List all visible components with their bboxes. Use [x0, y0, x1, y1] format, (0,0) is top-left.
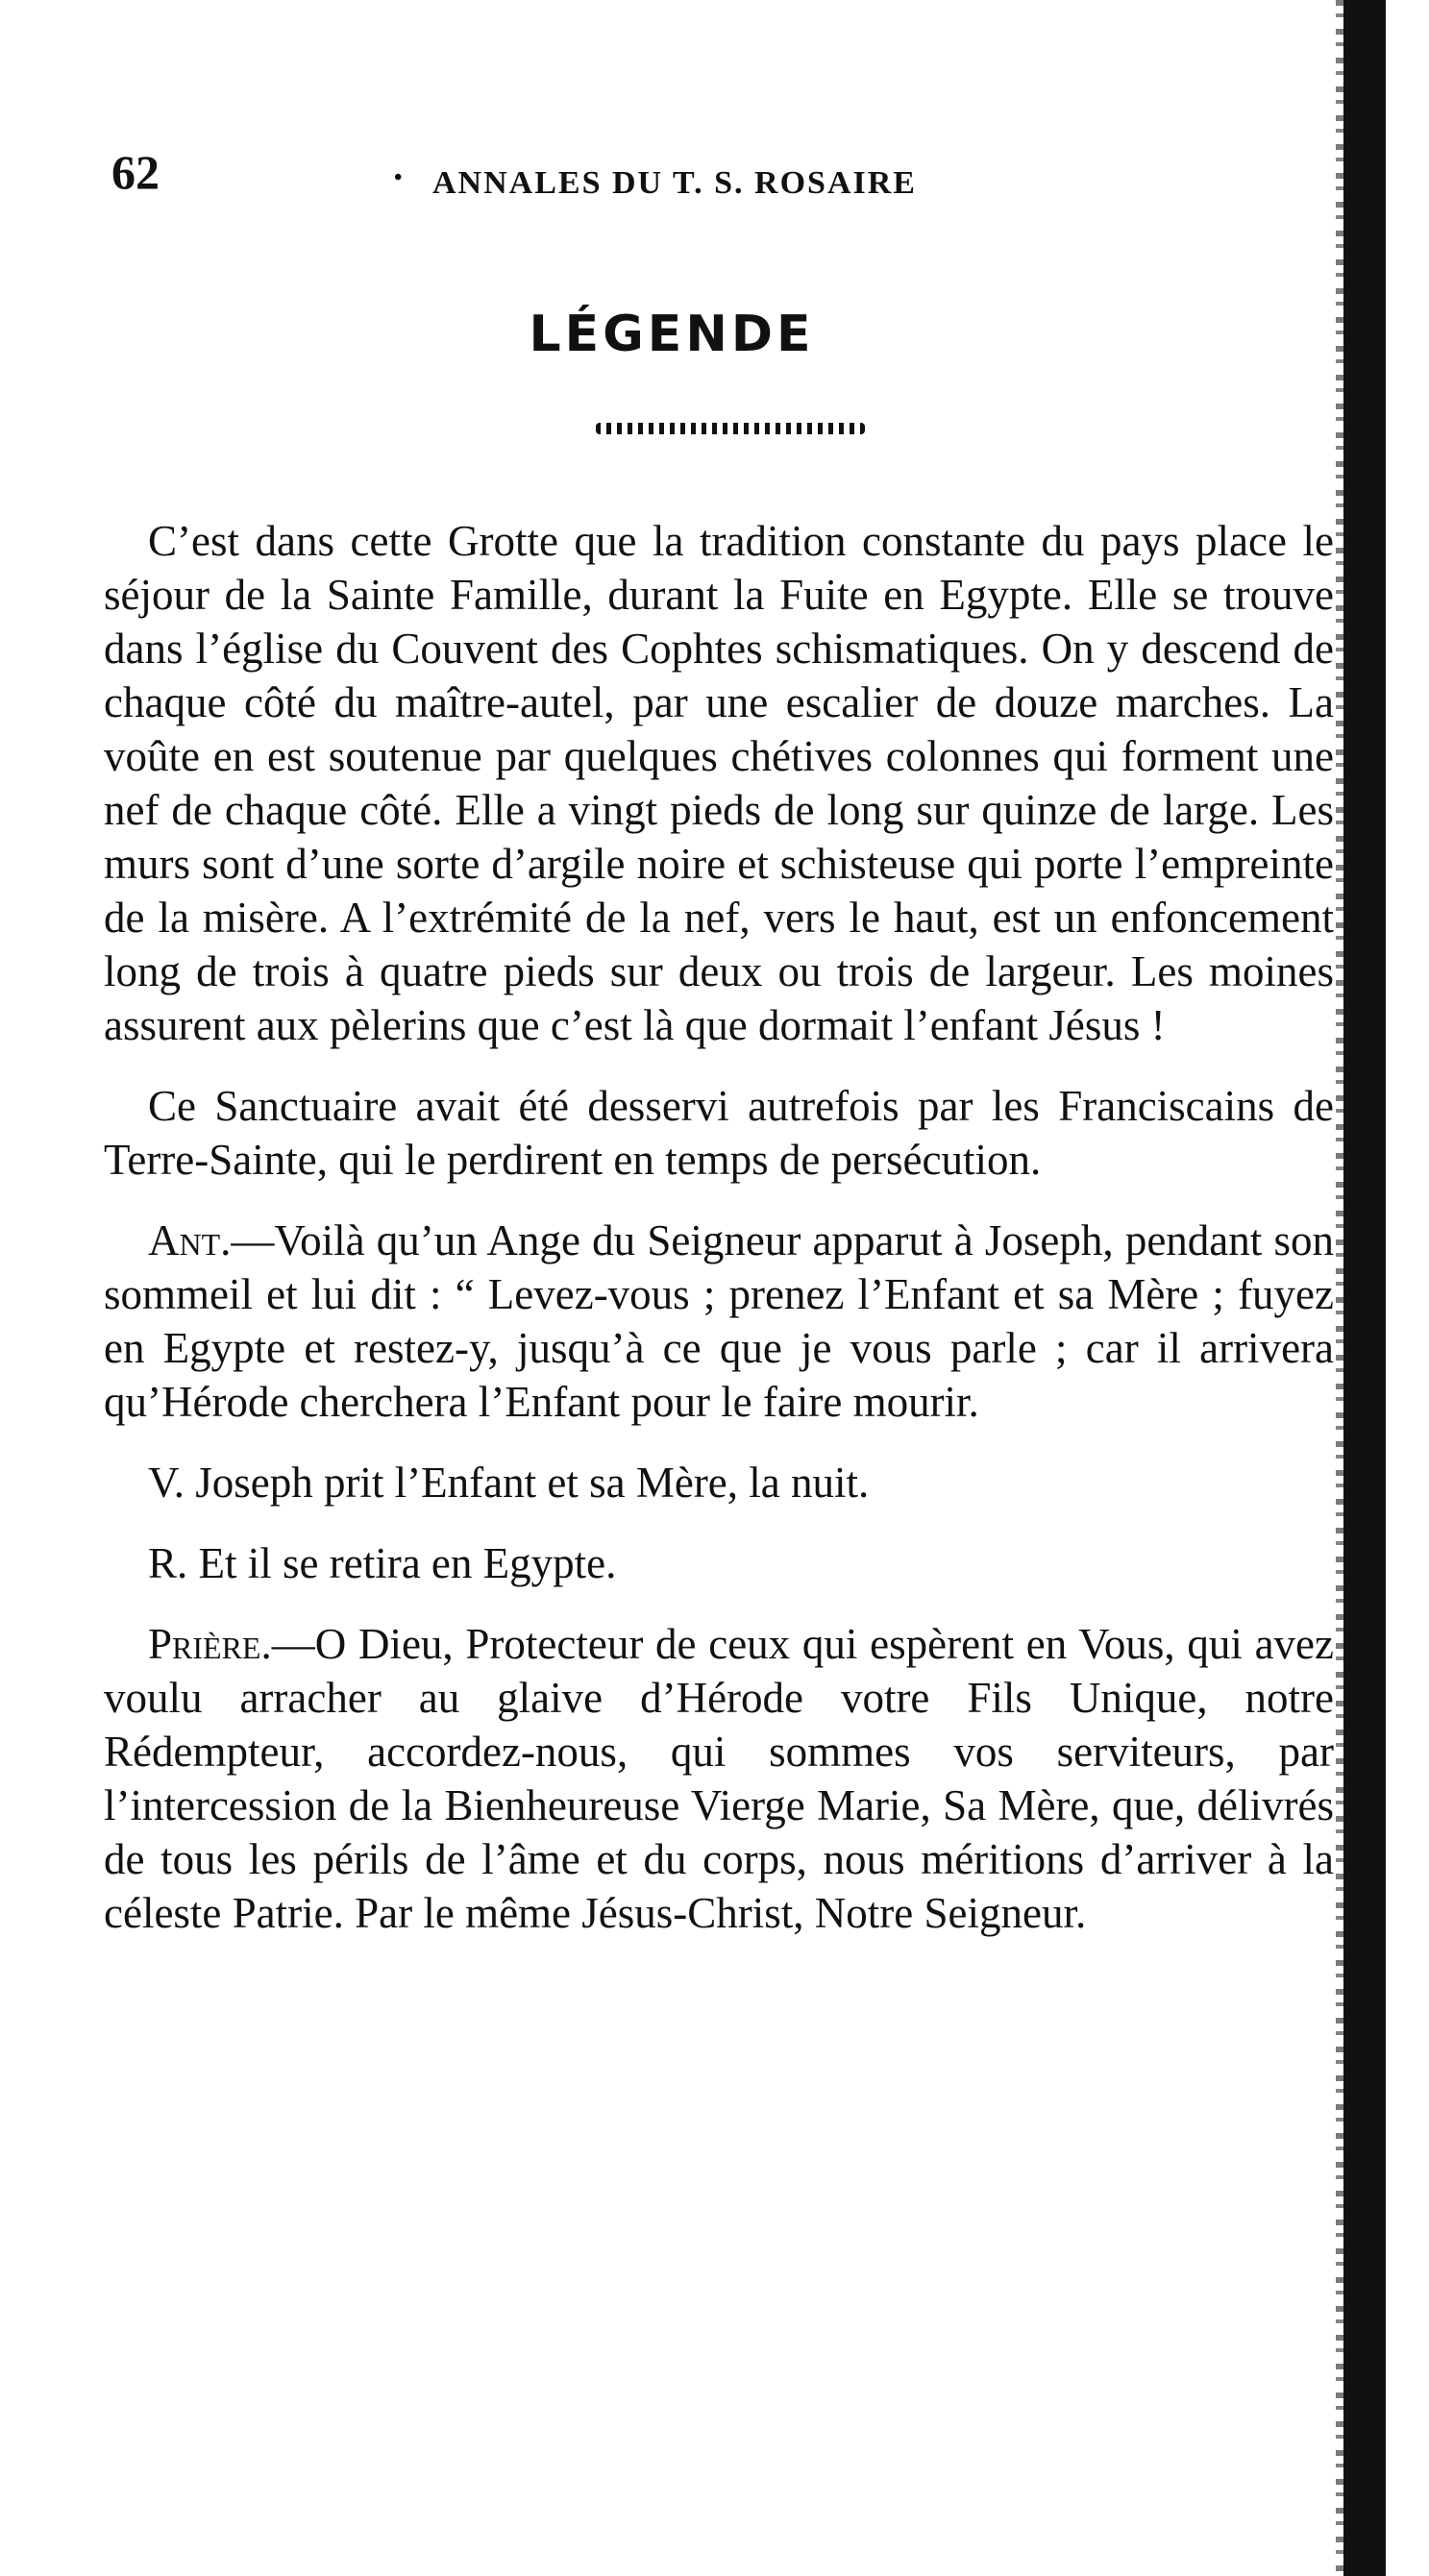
- running-head: • ANNALES DU T. S. ROSAIRE: [432, 165, 917, 202]
- section-title: LÉGENDE: [529, 306, 815, 363]
- antiphon-text: —Voilà qu’un Ange du Seigneur apparut à Joseph, pendant son sommeil et lui dit : “ Levez-vous ; prenez l’Enfant et sa Mère ; fuyez en Egypte et restez-y, jusqu’à ce que je vous parle ; car il arrivera qu’Hérode cherchera l’Enfant pour le faire mourir.: [104, 1216, 1334, 1426]
- body-text: [104, 514, 1334, 1967]
- prayer-text: —O Dieu, Protecteur de ceux qui espèrent en Vous, qui avez voulu arracher au glaive d’Hérode votre Fils Unique, notre Rédempteur, accordez-nous, qui sommes vos serviteurs, par l’intercession de la Bienheureuse Vierge Marie, Sa Mère, que, délivrés de tous les périls de l’âme et du corps, nous méritions d’arriver à la céleste Patrie. Par le même Jésus-Christ, Notre Seigneur.: [104, 1620, 1334, 1937]
- paragraph-antiphon: [104, 1214, 1334, 1429]
- response-line: R. Et il se retira en Egypte.: [148, 1539, 617, 1587]
- versicle-line: V. Joseph prit l’Enfant et sa Mère, la nuit.: [148, 1459, 870, 1507]
- page-number: 62: [111, 145, 160, 199]
- paragraph-legend: C’est dans cette Grotte que la tradition constante du pays place le séjour de la Sainte Famille, durant la Fuite en Egypte. Elle se trouve dans l’église du Couvent des Cophtes schismatiques. On y descend de chaque côté du maître-autel, par une escalier de douze marches. La voûte en est soutenue par quelques chétives colonnes qui forment une nef de chaque côté. Elle a vingt pieds de long sur quinze de large. Les murs sont d’une sorte d’argile noire et schisteuse qui porte l’empreinte de la misère. A l’extrémité de la nef, vers le haut, est un enfoncement long de trois à quatre pieds sur deux ou trois de largeur. Les moines assurent aux pèlerins que c’est là que dormait l’enfant Jésus !: [104, 517, 1334, 1049]
- antiphon-label: Ant.: [148, 1216, 232, 1264]
- paragraph-sanctuary: Ce Sanctuaire avait été desservi autrefois par les Franciscains de Terre-Sainte, qui le perdirent en temps de persécution.: [104, 1082, 1334, 1184]
- title-ornament: [596, 423, 865, 434]
- page-header: [106, 144, 1307, 211]
- binding-edge: [1343, 0, 1386, 2576]
- paragraph-prayer: [104, 1617, 1334, 1940]
- prayer-label: Prière.: [148, 1620, 272, 1668]
